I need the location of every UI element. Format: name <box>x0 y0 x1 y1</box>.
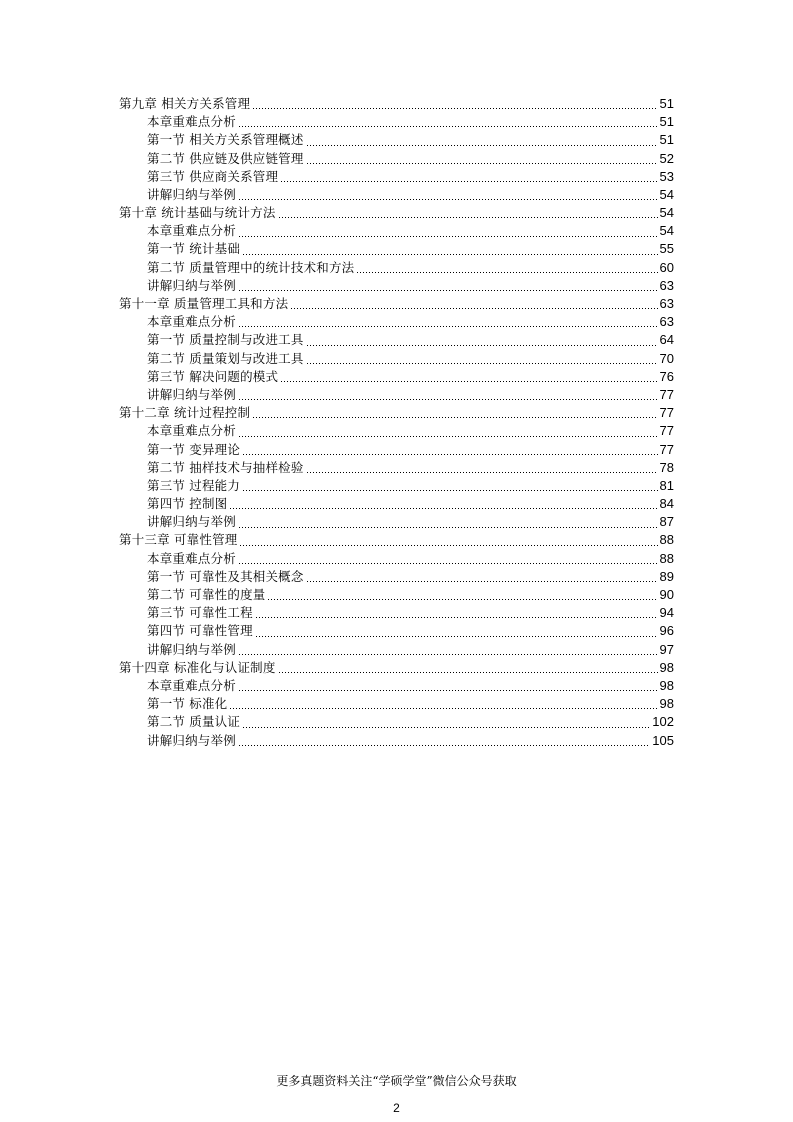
toc-entry-title: 本章重难点分析 <box>147 550 236 566</box>
toc-dot-leader <box>238 236 658 237</box>
toc-section-entry[interactable] <box>119 641 674 659</box>
toc-dot-leader <box>278 217 658 218</box>
toc-section-entry[interactable] <box>119 550 674 568</box>
toc-section-entry[interactable] <box>119 350 674 368</box>
toc-dot-leader <box>238 399 658 400</box>
toc-entry-title: 讲解归纳与举例 <box>147 277 236 293</box>
toc-dot-leader <box>306 345 658 346</box>
toc-dot-leader <box>280 181 657 182</box>
toc-section-entry[interactable] <box>119 677 674 695</box>
toc-entry-page-number: 97 <box>659 641 674 657</box>
toc-dot-leader <box>238 199 658 200</box>
toc-dot-leader <box>280 381 657 382</box>
toc-section-entry[interactable] <box>119 713 674 731</box>
toc-dot-leader <box>252 108 657 109</box>
toc-entry-page-number: 54 <box>659 205 674 221</box>
toc-section-entry[interactable] <box>119 222 674 240</box>
toc-chapter-entry[interactable] <box>119 532 674 550</box>
toc-dot-leader <box>242 454 657 455</box>
toc-chapter-entry[interactable] <box>119 295 674 313</box>
toc-dot-leader <box>238 563 658 564</box>
toc-entry-title: 第九章 相关方关系管理 <box>119 95 251 111</box>
toc-entry-title: 讲解归纳与举例 <box>147 732 236 748</box>
toc-entry-page-number: 64 <box>659 332 674 348</box>
toc-section-entry[interactable] <box>119 441 674 459</box>
toc-entry-title: 讲解归纳与举例 <box>147 186 236 202</box>
toc-entry-page-number: 54 <box>659 186 674 202</box>
toc-dot-leader <box>267 599 657 600</box>
toc-section-entry[interactable] <box>119 477 674 495</box>
toc-entry-title: 第四节 可靠性管理 <box>147 623 253 639</box>
toc-section-entry[interactable] <box>119 604 674 622</box>
toc-dot-leader <box>290 308 657 309</box>
toc-section-entry[interactable] <box>119 241 674 259</box>
toc-entry-page-number: 63 <box>659 314 674 330</box>
toc-entry-title: 本章重难点分析 <box>147 314 236 330</box>
toc-dot-leader <box>255 636 658 637</box>
toc-entry-page-number: 77 <box>659 441 674 457</box>
toc-dot-leader <box>306 581 658 582</box>
toc-section-entry[interactable] <box>119 586 674 604</box>
toc-entry-page-number: 94 <box>659 605 674 621</box>
toc-entry-page-number: 55 <box>659 241 674 257</box>
toc-entry-title: 第十一章 质量管理工具和方法 <box>119 296 289 312</box>
toc-entry-page-number: 78 <box>659 459 674 475</box>
toc-section-entry[interactable] <box>119 331 674 349</box>
toc-entry-page-number: 89 <box>659 568 674 584</box>
toc-section-entry[interactable] <box>119 622 674 640</box>
toc-section-entry[interactable] <box>119 150 674 168</box>
toc-dot-leader <box>306 145 658 146</box>
toc-section-entry[interactable] <box>119 168 674 186</box>
toc-dot-leader <box>278 672 658 673</box>
toc-dot-leader <box>238 654 658 655</box>
toc-section-entry[interactable] <box>119 459 674 477</box>
toc-dot-leader <box>238 527 658 528</box>
toc-dot-leader <box>239 545 657 546</box>
toc-dot-leader <box>238 745 650 746</box>
toc-entry-title: 第一节 可靠性及其相关概念 <box>147 568 304 584</box>
toc-entry-title: 第一节 质量控制与改进工具 <box>147 332 304 348</box>
toc-dot-leader <box>238 690 658 691</box>
toc-entry-title: 本章重难点分析 <box>147 223 236 239</box>
toc-entry-title: 第一节 变异理论 <box>147 441 241 457</box>
table-of-contents <box>119 95 674 750</box>
toc-entry-title: 第三节 解决问题的模式 <box>147 368 279 384</box>
toc-chapter-entry[interactable] <box>119 404 674 422</box>
toc-entry-title: 第四节 控制图 <box>147 496 228 512</box>
toc-dot-leader <box>242 254 657 255</box>
toc-entry-page-number: 77 <box>659 405 674 421</box>
toc-entry-page-number: 84 <box>659 496 674 512</box>
toc-entry-page-number: 87 <box>659 514 674 530</box>
toc-chapter-entry[interactable] <box>119 204 674 222</box>
toc-entry-title: 第二节 可靠性的度量 <box>147 587 266 603</box>
toc-dot-leader <box>255 617 658 618</box>
toc-entry-title: 第一节 标准化 <box>147 696 228 712</box>
toc-section-entry[interactable] <box>119 313 674 331</box>
toc-dot-leader <box>238 326 658 327</box>
toc-entry-page-number: 63 <box>659 277 674 293</box>
toc-entry-title: 第十四章 标准化与认证制度 <box>119 659 276 675</box>
page-number: 2 <box>393 1101 400 1115</box>
toc-entry-page-number: 98 <box>659 696 674 712</box>
toc-entry-page-number: 96 <box>659 623 674 639</box>
toc-entry-title: 本章重难点分析 <box>147 114 236 130</box>
toc-entry-title: 第三节 供应商关系管理 <box>147 168 279 184</box>
toc-section-entry[interactable] <box>119 422 674 440</box>
toc-dot-leader <box>242 490 657 491</box>
toc-section-entry[interactable] <box>119 568 674 586</box>
toc-dot-leader <box>252 417 657 418</box>
toc-dot-leader <box>229 708 657 709</box>
toc-section-entry[interactable] <box>119 113 674 131</box>
toc-dot-leader <box>356 272 657 273</box>
toc-entry-page-number: 51 <box>659 114 674 130</box>
toc-entry-page-number: 77 <box>659 386 674 402</box>
toc-section-entry[interactable] <box>119 368 674 386</box>
toc-entry-page-number: 63 <box>659 296 674 312</box>
toc-entry-title: 讲解归纳与举例 <box>147 641 236 657</box>
toc-section-entry[interactable] <box>119 386 674 404</box>
toc-dot-leader <box>238 290 658 291</box>
toc-section-entry[interactable] <box>119 732 674 750</box>
toc-dot-leader <box>306 363 658 364</box>
toc-dot-leader <box>229 508 657 509</box>
toc-entry-title: 第二节 质量策划与改进工具 <box>147 350 304 366</box>
toc-entry-page-number: 51 <box>659 95 674 111</box>
toc-dot-leader <box>238 436 658 437</box>
footer-note: 更多真题资料关注“学硕学堂”微信公众号获取 <box>276 1074 517 1088</box>
toc-entry-page-number: 102 <box>652 714 674 730</box>
toc-section-entry[interactable] <box>119 131 674 149</box>
toc-entry-title: 第一节 统计基础 <box>147 241 241 257</box>
toc-entry-title: 第一节 相关方关系管理概述 <box>147 132 304 148</box>
toc-dot-leader <box>306 472 658 473</box>
toc-entry-page-number: 54 <box>659 223 674 239</box>
toc-section-entry[interactable] <box>119 513 674 531</box>
toc-section-entry[interactable] <box>119 277 674 295</box>
toc-entry-page-number: 51 <box>659 132 674 148</box>
toc-dot-leader <box>242 727 650 728</box>
toc-entry-title: 第二节 质量认证 <box>147 714 241 730</box>
toc-entry-page-number: 60 <box>659 259 674 275</box>
toc-entry-page-number: 88 <box>659 532 674 548</box>
toc-section-entry[interactable] <box>119 695 674 713</box>
toc-entry-title: 第二节 抽样技术与抽样检验 <box>147 459 304 475</box>
toc-dot-leader <box>238 126 658 127</box>
toc-entry-page-number: 77 <box>659 423 674 439</box>
toc-entry-page-number: 98 <box>659 677 674 693</box>
toc-entry-page-number: 52 <box>659 150 674 166</box>
toc-entry-title: 讲解归纳与举例 <box>147 514 236 530</box>
toc-section-entry[interactable] <box>119 186 674 204</box>
toc-entry-title: 第十章 统计基础与统计方法 <box>119 205 276 221</box>
toc-chapter-entry[interactable] <box>119 659 674 677</box>
toc-entry-title: 第二节 供应链及供应链管理 <box>147 150 304 166</box>
toc-entry-page-number: 81 <box>659 477 674 493</box>
toc-entry-title: 第十二章 统计过程控制 <box>119 405 251 421</box>
toc-dot-leader <box>306 163 658 164</box>
toc-entry-page-number: 88 <box>659 550 674 566</box>
toc-chapter-entry[interactable] <box>119 95 674 113</box>
toc-entry-page-number: 53 <box>659 168 674 184</box>
toc-section-entry[interactable] <box>119 259 674 277</box>
toc-section-entry[interactable] <box>119 495 674 513</box>
toc-entry-page-number: 105 <box>652 732 674 748</box>
toc-entry-title: 第二节 质量管理中的统计技术和方法 <box>147 259 355 275</box>
toc-entry-title: 讲解归纳与举例 <box>147 386 236 402</box>
toc-entry-page-number: 98 <box>659 659 674 675</box>
toc-entry-page-number: 90 <box>659 587 674 603</box>
toc-entry-title: 第三节 可靠性工程 <box>147 605 253 621</box>
toc-entry-title: 第三节 过程能力 <box>147 477 241 493</box>
toc-entry-page-number: 76 <box>659 368 674 384</box>
toc-entry-title: 本章重难点分析 <box>147 677 236 693</box>
toc-entry-page-number: 70 <box>659 350 674 366</box>
toc-entry-title: 本章重难点分析 <box>147 423 236 439</box>
toc-entry-title: 第十三章 可靠性管理 <box>119 532 238 548</box>
